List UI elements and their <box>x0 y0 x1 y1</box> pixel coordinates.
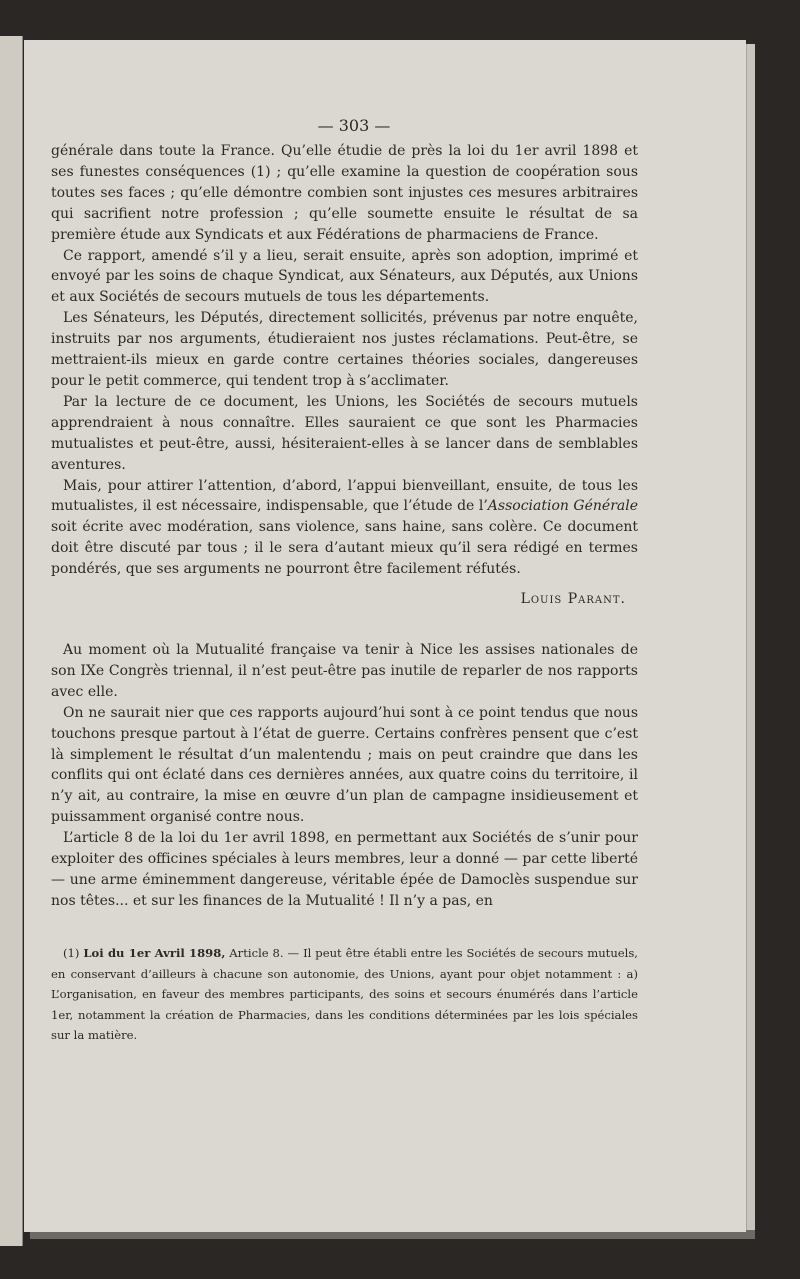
author-signature: Louis Parant. <box>520 591 626 608</box>
previous-page-edge <box>0 36 23 1246</box>
paragraph: L’article 8 de la loi du 1er avril 1898, en permettant aux Sociétés de s’unir pour exploiter des officines spéciales à leurs membres, leur a donné — par cette liberté — une arme éminemment dangereuse, véritable épée de Damoclès suspendue sur nos têtes... et sur les finances de la Mutualité ! Il n’y a pas, en <box>51 830 638 909</box>
paragraph: Les Sénateurs, les Députés, directement sollicités, prévenus par notre enquête, instruits par nos arguments, étudieraient nos justes réclamations. Peut-être, se mettraient-ils mieux en garde contre certaines théories sociales, dangereuses pour le petit commerce, qui tendent trop à s’acclimater. <box>51 310 638 389</box>
paragraph-text: soit écrite avec modération, sans violence, sans haine, sans colère. Ce document doit être discuté par tous ; il le sera d’autant mieux qu’il sera rédigé en termes pondérés, que ses arguments ne pourront être facilement réfutés. <box>51 519 638 578</box>
footnote-body: Article 8. — Il peut être établi entre les Sociétés de secours mutuels, en conservant d’ailleurs à chacune son autonomie, des Unions, ayant pour objet notamment : a) L’organisation, en faveur des membres participants, des soins et secours énumérés dans l’article 1er, notamment la création de Pharmacies, dans les conditions déterminées par les lois spéciales sur la matière. <box>51 946 638 1042</box>
article-2 <box>51 640 638 912</box>
italic-title: Association Générale <box>487 498 639 515</box>
footnote-law-title: Loi du 1er Avril 1898, <box>83 946 226 960</box>
paragraph <box>51 476 638 581</box>
article-1 <box>51 141 638 610</box>
footnote <box>51 943 638 1046</box>
page-number: — 303 — <box>317 116 391 135</box>
paragraph: On ne saurait nier que ces rapports aujourd’hui sont à ce point tendus que nous touchons presque partout à l’état de guerre. Certains confrères pensent que c’est là simplement le résultat d’un malentendu ; mais on peut craindre que dans les conflits qui ont éclaté dans ces dernières années, aux quatre coins du territoire, il n’y ait, au contraire, la mise en œuvre d’un plan de campagne insidieusement et puissamment organisé contre nous. <box>51 704 638 826</box>
paragraph: Par la lecture de ce document, les Unions, les Sociétés de secours mutuels apprendraient à nous connaître. Elles sauraient ce que sont les Pharmacies mutualistes et peut-être, aussi, hésiteraient-elles à se lancer dans de semblables aventures. <box>51 393 638 473</box>
paragraph: générale dans toute la France. Qu’elle étudie de près la loi du 1er avril 1898 et ses funestes conséquences (1) ; qu’elle examine la question de coopération sous toutes ses faces ; qu’elle démontre combien sont injustes ces mesures arbitraires qui sacrifient notre profession ; qu’elle soumette ensuite le résultat de sa première étude aux Syndicats et aux Fédérations de pharmaciens de France. <box>51 143 638 243</box>
page-edge <box>746 44 755 1230</box>
document-page <box>24 40 746 1232</box>
footnote-marker: (1) <box>63 946 80 960</box>
footnote-text <box>51 943 638 1046</box>
paragraph: Au moment où la Mutualité française va tenir à Nice les assises nationales de son IXe Congrès triennal, il n’est peut-être pas inutile de reparler de nos rapports avec elle. <box>51 642 638 700</box>
paragraph: Ce rapport, amendé s’il y a lieu, serait ensuite, après son adoption, imprimé et envoyé par les soins de chaque Syndicat, aux Sénateurs, aux Députés, aux Unions et aux Sociétés de secours mutuels de tous les départements. <box>51 247 638 306</box>
paragraph-text: Mais, pour attirer l’attention, d’abord, l’appui bienveillant, ensuite, de tous les mutualistes, il est nécessaire, indispensable, que l’étude de l’ <box>51 477 638 515</box>
